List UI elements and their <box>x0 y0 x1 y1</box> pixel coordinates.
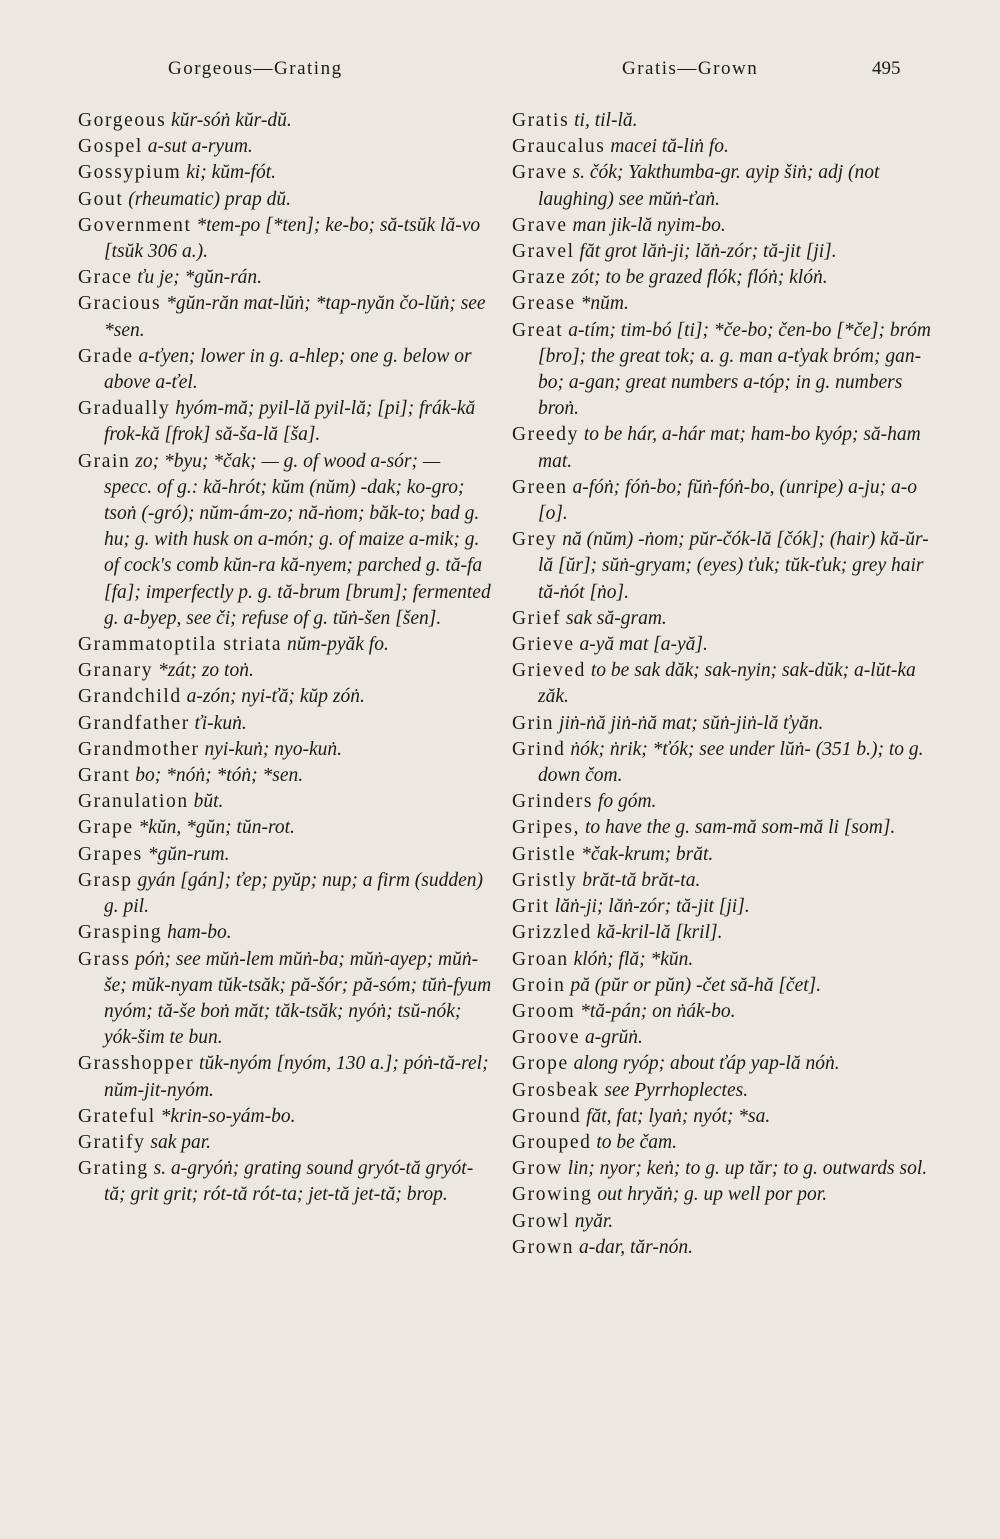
headword: Graze <box>512 267 567 289</box>
headword: Groom <box>512 1000 576 1022</box>
headword: Grown <box>512 1236 575 1258</box>
headword: Grandmother <box>78 738 200 760</box>
headword: Gristly <box>512 869 578 891</box>
headword: Growing <box>512 1184 593 1206</box>
dictionary-entry <box>512 318 937 423</box>
definition: to be sak dăk; sak-nyin; sak-dŭk; a-lŭt-ka zăk. <box>538 660 916 708</box>
dictionary-entry <box>512 239 937 265</box>
dictionary-entry <box>78 291 493 343</box>
headword: Grating <box>78 1158 149 1180</box>
definition: *gŭn-rum. <box>142 843 230 865</box>
headword: Grasshopper <box>78 1053 195 1075</box>
definition: făt, fat; lyaṅ; nyót; *sa. <box>581 1105 771 1127</box>
headword: Grieved <box>512 660 587 682</box>
dictionary-entry <box>512 868 937 894</box>
right-column <box>512 108 937 1261</box>
headword: Gradually <box>78 398 171 420</box>
headword: Gripes, <box>512 817 581 839</box>
dictionary-entry <box>78 632 493 658</box>
dictionary-entry <box>78 789 493 815</box>
dictionary-entry <box>512 1078 937 1104</box>
dictionary-entry <box>512 632 937 658</box>
dictionary-entry <box>78 160 493 186</box>
dictionary-entry <box>78 684 493 710</box>
headword: Gratify <box>78 1131 146 1153</box>
headword: Growl <box>512 1210 570 1232</box>
definition: ťu je; *gŭn-rán. <box>132 267 263 289</box>
dictionary-entry <box>512 1051 937 1077</box>
headword: Grave <box>512 214 568 236</box>
definition: *tem-po [*ten]; ke-bo; să-tsŭk lă-vo [tsŭk 306 a.). <box>104 214 481 263</box>
definition: out hryăṅ; g. up well por por. <box>592 1184 828 1206</box>
definition: along ryóp; about ťáp yap-lă nóṅ. <box>568 1053 840 1075</box>
dictionary-entry <box>512 920 937 946</box>
definition: *kŭn, *gŭn; tŭn-rot. <box>133 817 295 839</box>
headword: Groove <box>512 1027 581 1049</box>
headword: Grope <box>512 1053 569 1075</box>
headword: Grain <box>78 450 131 472</box>
definition: nŭm-pyăk fo. <box>282 634 389 656</box>
dictionary-entry <box>512 711 937 737</box>
definition: póṅ; see mŭṅ-lem mŭṅ-ba; mŭṅ-ayep; mŭṅ-še; mŭk-nyam tŭk-tsăk; pă-šór; pă-sóm; tŭṅ-fyum nyóm; tă-še boṅ măt; tăk-tsăk; nyóṅ; tsŭ-nók; yók-šim te bun. <box>104 948 492 1049</box>
dictionary-entry <box>78 815 493 841</box>
dictionary-entry <box>78 134 493 160</box>
definition: ham-bo. <box>162 922 232 944</box>
definition: bo; *nóṅ; *tóṅ; *sen. <box>130 765 304 787</box>
headword: Grease <box>512 293 576 315</box>
dictionary-entry <box>512 1235 937 1261</box>
page-number: 495 <box>872 58 901 79</box>
definition: a-sut a-ryum. <box>142 136 253 158</box>
dictionary-entry <box>512 658 937 710</box>
definition: klóṅ; flă; *kŭn. <box>568 948 694 970</box>
definition: a-zón; nyi-ťă; kŭp zóṅ. <box>181 686 365 708</box>
definition: to be hár, a-hár mat; ham-bo kyóp; să-ham mat. <box>538 424 921 472</box>
dictionary-entry <box>512 1209 937 1235</box>
headword: Great <box>512 319 564 341</box>
definition: ki; kŭm-fót. <box>181 162 277 184</box>
headword: Gospel <box>78 136 143 158</box>
definition: hyóm-mă; pyil-lă pyil-lă; [pi]; frák-kă frok-kă [frok] să-ša-lă [ša]. <box>104 398 476 446</box>
headword: Grit <box>512 896 550 918</box>
headword: Grasping <box>78 922 163 944</box>
definition: sak par. <box>145 1131 212 1153</box>
dictionary-entry <box>512 1182 937 1208</box>
definition: zót; to be grazed flók; flóṅ; klóṅ. <box>566 267 828 289</box>
headword: Gossypium <box>78 162 182 184</box>
headword: Grant <box>78 765 131 787</box>
dictionary-entry <box>512 265 937 291</box>
headword: Graucalus <box>512 136 606 158</box>
definition: *nŭm. <box>575 293 629 315</box>
definition: *gŭn-răn mat-lŭṅ; *tap-nyăn čo-lŭṅ; see *sen. <box>104 293 486 341</box>
dictionary-entry <box>512 894 937 920</box>
dictionary-entry <box>512 475 937 527</box>
headword: Groan <box>512 948 569 970</box>
headword: Gracious <box>78 293 162 315</box>
definition: see Pyrrhoplectes. <box>599 1079 749 1101</box>
dictionary-entry <box>512 422 937 474</box>
dictionary-entry <box>512 842 937 868</box>
headword: Grouped <box>512 1131 592 1153</box>
definition: ťi-kuṅ. <box>189 712 247 734</box>
definition: to have the g. sam-mă som-mă li [som]. <box>580 817 896 839</box>
definition: făt grot lăṅ-ji; lăṅ-zór; tă-jit [ji]. <box>574 241 837 263</box>
dictionary-entry <box>512 737 937 789</box>
dictionary-entry <box>512 789 937 815</box>
definition: gyán [gán]; ťep; pyŭp; nup; a firm (sudden) g. pil. <box>104 869 484 918</box>
dictionary-entry <box>512 999 937 1025</box>
headword: Grammatoptila striata <box>78 634 283 656</box>
headword: Grapes <box>78 843 143 865</box>
dictionary-entry <box>78 711 493 737</box>
headword: Gorgeous <box>78 110 167 131</box>
headword: Grasp <box>78 869 133 891</box>
dictionary-entry <box>512 606 937 632</box>
headword: Grape <box>78 817 134 839</box>
definition: lin; nyor; keṅ; to g. up tăr; to g. outwards sol. <box>562 1158 928 1180</box>
definition: a-ťyen; lower in g. a-hlep; one g. below or above a-ťel. <box>104 345 472 394</box>
left-column <box>78 108 493 1209</box>
definition: brăt-tă brăt-ta. <box>577 869 701 891</box>
dictionary-entry <box>78 842 493 868</box>
dictionary-entry <box>512 160 937 212</box>
headword: Greedy <box>512 424 579 446</box>
dictionary-entry <box>512 1025 937 1051</box>
running-head-right: Gratis—Grown <box>622 58 759 79</box>
definition: a-grŭṅ. <box>580 1027 643 1049</box>
definition: a-dar, tăr-nón. <box>574 1236 693 1258</box>
headword: Grave <box>512 162 568 184</box>
headword: Ground <box>512 1105 582 1127</box>
dictionary-entry <box>78 187 493 213</box>
dictionary-entry <box>78 920 493 946</box>
dictionary-entry <box>512 213 937 239</box>
dictionary-entry <box>512 815 937 841</box>
definition: s. a-gryóṅ; grating sound gryót-tă gryót-tă; grit grit; rót-tă rót-ta; jet-tă jet-tă; brop. <box>104 1158 474 1206</box>
headword: Green <box>512 476 568 498</box>
dictionary-entry <box>512 291 937 317</box>
definition: ṅók; ṅrik; *ťók; see under lŭṅ- (351 b.); to g. down čom. <box>538 738 924 787</box>
definition: a-tím; tim-bó [ti]; *če-bo; čen-bo [*če]; bróm [bro]; the great tok; a. g. man a-ťyak bróm; gan-bo; a-gan; great numbers a-tóp; in g. numbers broṅ. <box>538 319 932 420</box>
headword: Grieve <box>512 634 575 656</box>
headword: Grind <box>512 738 566 760</box>
headword: Granary <box>78 660 154 682</box>
dictionary-entry <box>78 947 493 1052</box>
definition: *zát; zo toṅ. <box>153 660 254 682</box>
dictionary-entry <box>78 868 493 920</box>
headword: Groin <box>512 974 566 996</box>
definition: bŭt. <box>188 791 224 813</box>
definition: kă-kril-lă [kril]. <box>591 922 723 944</box>
dictionary-entry <box>512 1156 937 1182</box>
headword: Grizzled <box>512 922 592 944</box>
headword: Granulation <box>78 791 189 813</box>
headword: Grass <box>78 948 131 970</box>
dictionary-entry <box>512 527 937 606</box>
definition: nă (nŭm) -ṅom; pŭr-čók-lă [čók]; (hair) kă-ŭr-lă [ŭr]; sŭṅ-gryam; (eyes) ťuk; tŭk-ťuk; grey hair tă-ṅót [ṅo]. <box>538 529 929 603</box>
headword: Gristle <box>512 843 577 865</box>
definition: lăṅ-ji; lăṅ-zór; tă-jit [ji]. <box>549 896 750 918</box>
headword: Grandchild <box>78 686 182 708</box>
headword: Grace <box>78 267 133 289</box>
dictionary-entry <box>78 108 493 134</box>
definition: nyăr. <box>569 1210 614 1232</box>
dictionary-entry <box>78 1130 493 1156</box>
definition: jiṅ-ṅă jiṅ-ṅă mat; sŭṅ-jiṅ-lă ťyăn. <box>554 712 824 734</box>
dictionary-entry <box>78 213 493 265</box>
definition: man jik-lă nyim-bo. <box>567 214 726 236</box>
dictionary-entry <box>78 449 493 632</box>
definition: pă (pŭr or pŭn) -čet să-hă [čet]. <box>565 974 822 996</box>
dictionary-entry <box>78 737 493 763</box>
definition: (rheumatic) prap dŭ. <box>123 188 291 210</box>
definition: to be čam. <box>591 1131 677 1153</box>
dictionary-entry <box>78 1156 493 1208</box>
dictionary-entry <box>512 973 937 999</box>
dictionary-entry <box>512 134 937 160</box>
headword: Gravel <box>512 241 575 263</box>
headword: Grandfather <box>78 712 190 734</box>
headword: Gratis <box>512 110 570 131</box>
headword: Grosbeak <box>512 1079 600 1101</box>
definition: zo; *byu; *čak; — g. of wood a-sór; — specc. of g.: kă-hrót; kŭm (nŭm) -dak; ko-gro; tsoṅ (-gró); nŭm-ám-zo; nă-ṅom; băk-to; bad g. hu; g. with husk on a-món; g. of maize a-mik; g. of cock's comb kŭn-ra kă-nyem; parched g. tă-fa [fa]; imperfectly p. g. tă-brum [brum]; fermented g. a-byep, see či; refuse of g. tŭṅ-šen [šen]. <box>104 450 491 629</box>
headword: Grow <box>512 1158 563 1180</box>
headword: Gout <box>78 188 124 210</box>
definition: nyi-kuṅ; nyo-kuṅ. <box>199 738 342 760</box>
definition: s. čók; Yakthumba-gr. ayip šiṅ; adj (not laughing) see mŭṅ-ťaṅ. <box>538 162 880 210</box>
definition: sak să-gram. <box>561 607 667 629</box>
definition: ti, til-lă. <box>569 110 638 131</box>
definition: *čak-krum; brăt. <box>576 843 714 865</box>
dictionary-entry <box>78 396 493 448</box>
headword: Grinders <box>512 791 594 813</box>
running-head-left: Gorgeous—Grating <box>168 58 343 79</box>
dictionary-entry <box>512 947 937 973</box>
dictionary-entry <box>78 1051 493 1103</box>
headword: Government <box>78 214 192 236</box>
dictionary-entry <box>78 344 493 396</box>
definition: macei tă-liṅ fo. <box>605 136 729 158</box>
dictionary-entry <box>78 658 493 684</box>
headword: Grey <box>512 529 558 551</box>
headword: Grin <box>512 712 555 734</box>
dictionary-entry <box>78 763 493 789</box>
headword: Grief <box>512 607 562 629</box>
definition: a-yă mat [a-yă]. <box>574 634 708 656</box>
headword: Grateful <box>78 1105 156 1127</box>
dictionary-entry <box>78 265 493 291</box>
dictionary-entry <box>512 1104 937 1130</box>
definition: *tă-pán; on ṅák-bo. <box>575 1000 736 1022</box>
definition: kŭr-sóṅ kŭr-dŭ. <box>166 110 292 131</box>
dictionary-entry <box>512 1130 937 1156</box>
dictionary-entry <box>512 108 937 134</box>
dictionary-entry <box>78 1104 493 1130</box>
definition: a-fóṅ; fóṅ-bo; fŭṅ-fóṅ-bo, (unripe) a-ju; a-o [o]. <box>538 476 917 525</box>
headword: Grade <box>78 345 134 367</box>
definition: tŭk-nyóm [nyóm, 130 a.]; póṅ-tă-rel; nŭm-jit-nyóm. <box>104 1053 489 1101</box>
definition: *krin-so-yám-bo. <box>155 1105 296 1127</box>
definition: fo góm. <box>593 791 657 813</box>
